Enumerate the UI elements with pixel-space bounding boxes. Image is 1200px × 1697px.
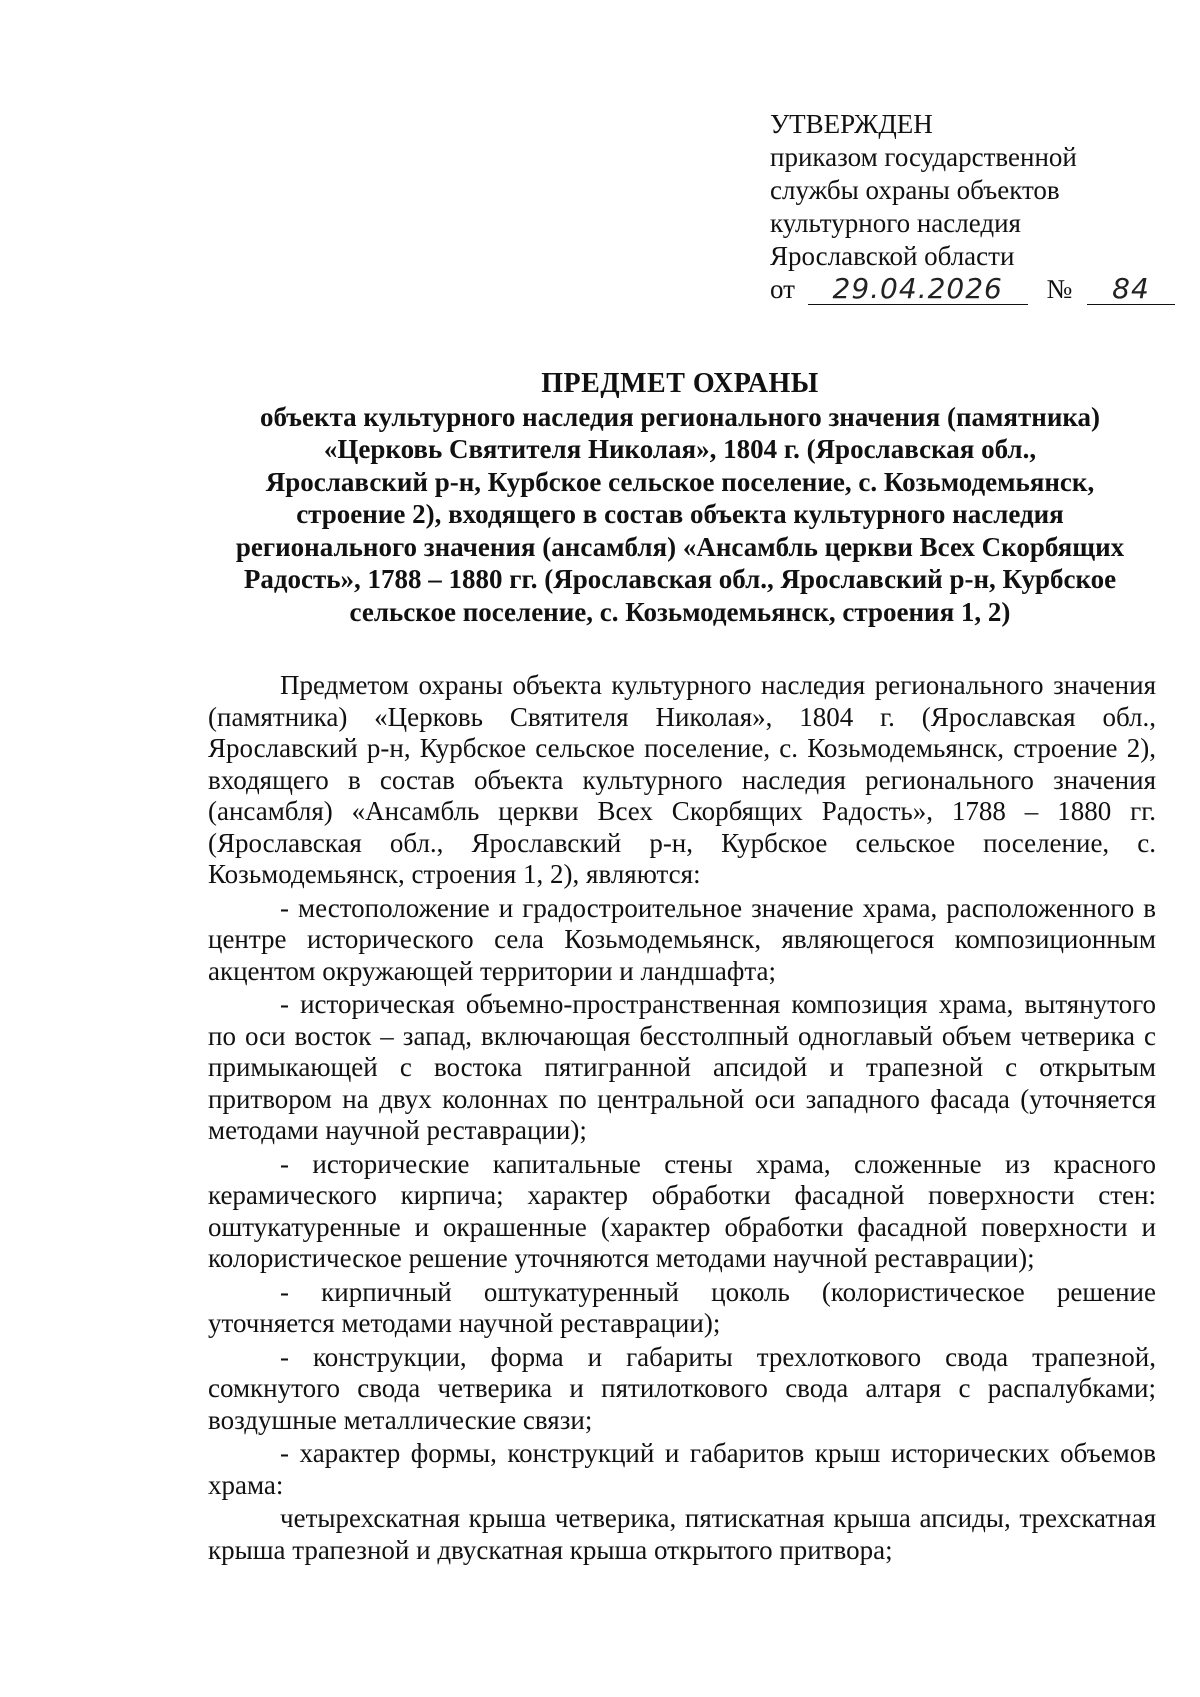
approval-date-line — [770, 273, 1150, 306]
title-line: «Церковь Святителя Николая», 1804 г. (Ярославская обл., — [323, 434, 1037, 464]
title-line: Ярославский р-н, Курбское сельское поселение, с. Козьмодемьянск, — [265, 466, 1095, 497]
handwritten-date: 29.04.2026 — [808, 274, 1028, 305]
approval-line: культурного наследия — [770, 208, 1021, 238]
list-item: - конструкции, форма и габариты трехлоткового свода трапезной, сомкнутого свода четверика и пятилоткового свода алтаря с распалубками; воздушные металлические связи; — [208, 1341, 1156, 1435]
list-item: четырехскатная крыша четверика, пятискатная крыша апсиды, трехскатная крыша трапезной и двускатная крыша открытого притвора; — [208, 1503, 1156, 1565]
title-line: регионального значения (ансамбля) «Ансамбль церкви Всех Скорбящих — [235, 531, 1125, 562]
list-item: - местоположение и градостроительное значение храма, расположенного в центре исторического села Козьмодемьянск, являющегося композиционным акцентом окружающей территории и ландшафта; — [208, 892, 1156, 986]
title-line: сельское поселение, с. Козьмодемьянск, строения 1, 2) — [349, 596, 1011, 627]
main-title: ПРЕДМЕТ ОХРАНЫ — [541, 368, 819, 399]
approval-line: службы охраны объектов — [770, 175, 1060, 205]
intro-paragraph: Предметом охраны объекта культурного наследия регионального значения (памятника) «Церковь Святителя Николая», 1804 г. (Ярославская обл., Ярославский р-н, Курбское сельское поселение, с. Козьмодемьянск, строение 2), входящего в состав объекта культурного наследия регионального значения (ансамбля) «Ансамбль церкви Всех Скорбящих Радость», 1788 – 1880 гг. (Ярославская обл., Ярославский р-н, Курбское сельское поселение, с. Козьмодемьянск, строения 1, 2), являются: — [208, 670, 1156, 889]
list-item: - исторические капитальные стены храма, сложенные из красного керамического кирпича; характер обработки фасадной поверхности стен: оштукатуренные и окрашенные (характер обработки фасадной поверхности и колористическое решение уточняются методами научной реставрации); — [208, 1148, 1156, 1273]
approval-line: Ярославской области — [770, 241, 1015, 271]
approval-heading: УТВЕРЖДЕН — [770, 109, 933, 139]
document-title — [200, 368, 1160, 628]
title-line: строение 2), входящего в состав объекта культурного наследия — [296, 499, 1064, 529]
approval-block — [770, 108, 1150, 306]
list-item: - историческая объемно-пространственная композиция храма, вытянутого по оси восток – запад, включающая бесстолпный одноглавый объем четверика с примыкающей с востока пятигранной апсидой и трапезной с открытым притвором на двух колоннах по центральной оси западного фасада (уточняется методами научной реставрации); — [208, 989, 1156, 1145]
handwritten-number: 84 — [1087, 274, 1175, 305]
title-line: объекта культурного наследия регионального значения (памятника) — [259, 401, 1101, 432]
list-item: - кирпичный оштукатуренный цоколь (колористическое решение уточняется методами научной реставрации); — [208, 1276, 1156, 1338]
number-prefix: № — [1046, 274, 1073, 304]
approval-line: приказом государственной — [770, 142, 1077, 172]
title-line: Радость», 1788 – 1880 гг. (Ярославская обл., Ярославский р-н, Курбское — [243, 564, 1117, 594]
list-item: - характер формы, конструкций и габаритов крыш исторических объемов храма: — [208, 1438, 1156, 1500]
document-body — [208, 670, 1156, 1566]
date-prefix: от — [770, 274, 795, 304]
